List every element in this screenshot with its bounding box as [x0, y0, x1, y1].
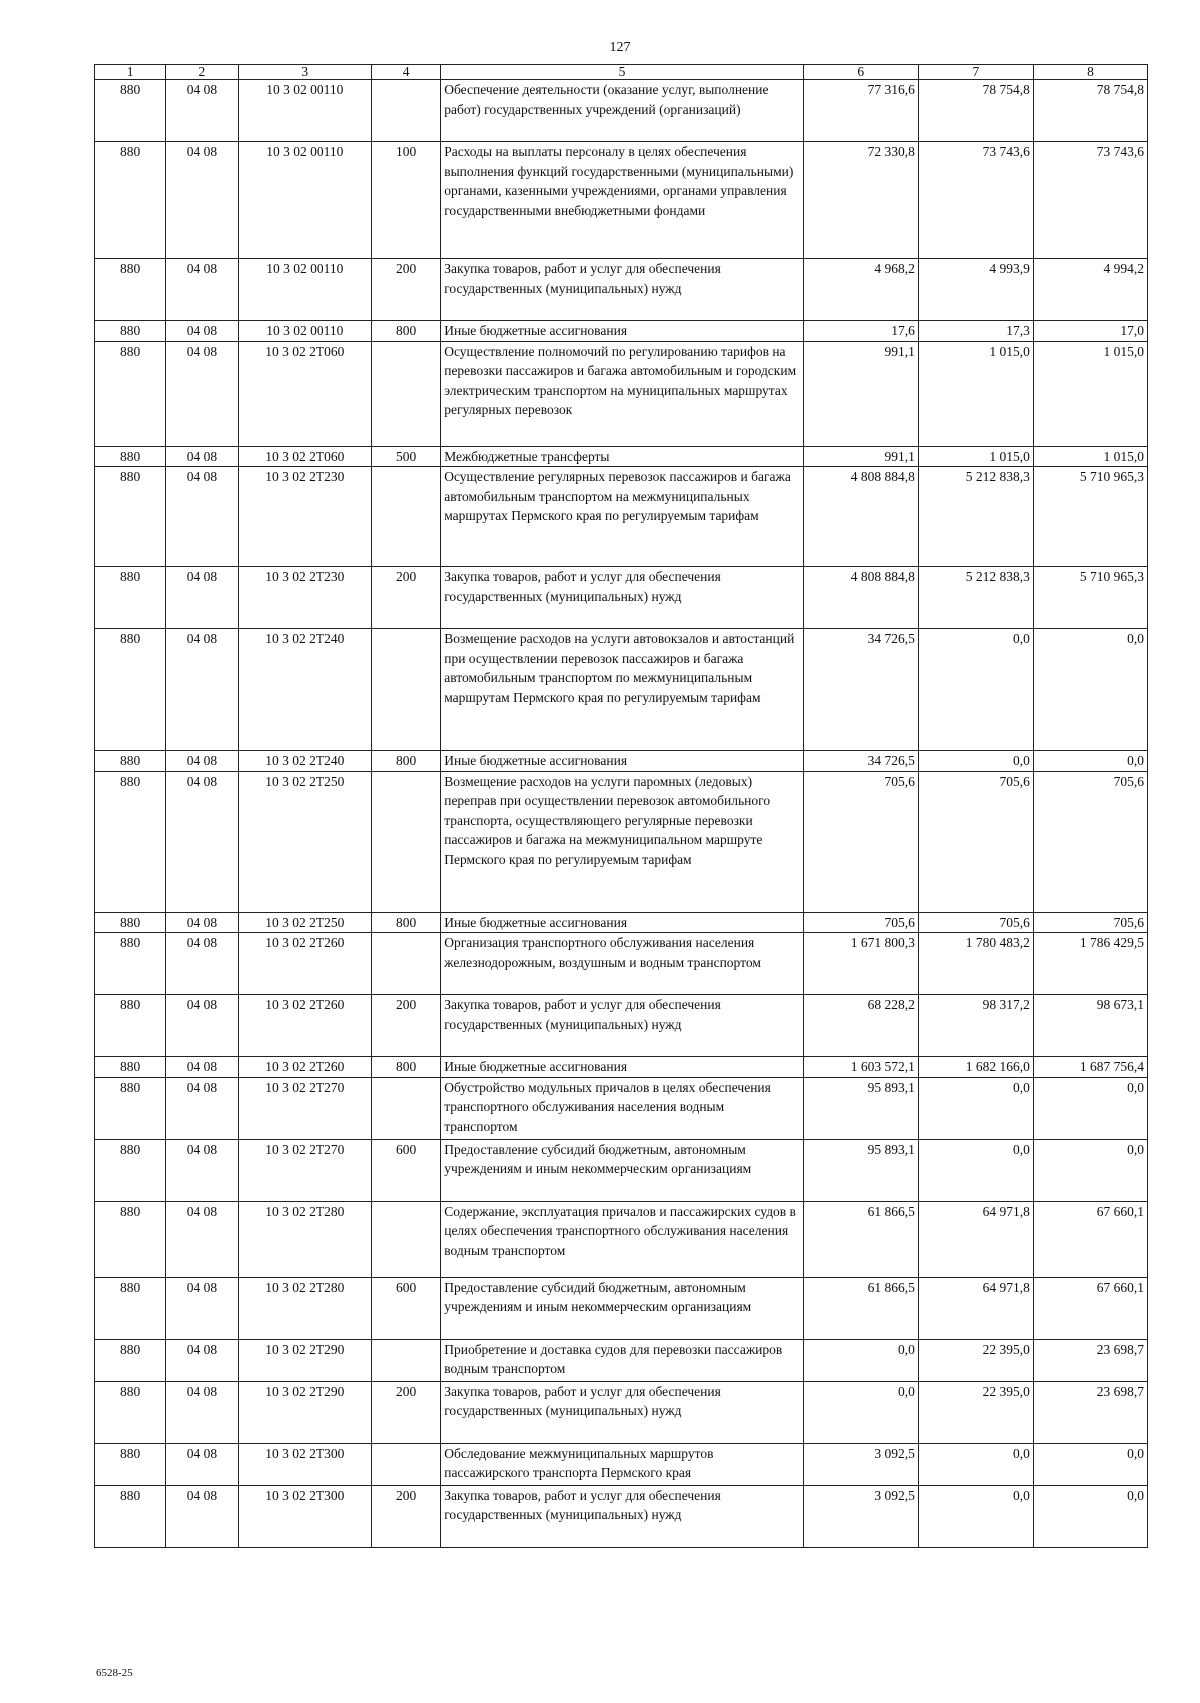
cell-section-code: 04 08 — [166, 467, 238, 567]
cell-description: Возмещение расходов на услуги паромных (ледовых) переправ при осуществлении перевозок автомобильного транспорта, осуществляющего регулярные перевозки пассажиров и багажа на межмуниципальном маршруте Пермского края по регулируемым тарифам — [441, 771, 804, 912]
cell-amount-year2: 0,0 — [918, 1077, 1033, 1139]
cell-amount-year3: 23 698,7 — [1033, 1381, 1147, 1443]
cell-expense-type: 600 — [371, 1139, 440, 1201]
cell-target-article: 10 3 02 2Т240 — [238, 751, 371, 772]
cell-ministry-code: 880 — [95, 1443, 166, 1485]
cell-ministry-code: 880 — [95, 1381, 166, 1443]
cell-description: Обустройство модульных причалов в целях обеспечения транспортного обслуживания населения водным транспортом — [441, 1077, 804, 1139]
cell-amount-year3: 0,0 — [1033, 1077, 1147, 1139]
cell-section-code: 04 08 — [166, 629, 238, 751]
cell-section-code: 04 08 — [166, 1077, 238, 1139]
cell-amount-year2: 5 212 838,3 — [918, 467, 1033, 567]
table-row — [95, 629, 1148, 751]
cell-amount-year3: 17,0 — [1033, 321, 1147, 342]
cell-expense-type: 100 — [371, 142, 440, 259]
cell-description: Иные бюджетные ассигнования — [441, 1057, 804, 1078]
cell-amount-year2: 1 015,0 — [918, 446, 1033, 467]
cell-amount-year3: 98 673,1 — [1033, 995, 1147, 1057]
table-row — [95, 933, 1148, 995]
cell-expense-type: 200 — [371, 567, 440, 629]
cell-ministry-code: 880 — [95, 259, 166, 321]
cell-description: Межбюджетные трансферты — [441, 446, 804, 467]
cell-target-article: 10 3 02 00110 — [238, 321, 371, 342]
cell-target-article: 10 3 02 2Т290 — [238, 1381, 371, 1443]
cell-amount-year1: 705,6 — [803, 912, 918, 933]
cell-amount-year1: 991,1 — [803, 341, 918, 446]
cell-amount-year1: 4 968,2 — [803, 259, 918, 321]
cell-target-article: 10 3 02 2Т060 — [238, 446, 371, 467]
cell-target-article: 10 3 02 2Т290 — [238, 1339, 371, 1381]
cell-amount-year2: 73 743,6 — [918, 142, 1033, 259]
cell-amount-year1: 1 603 572,1 — [803, 1057, 918, 1078]
table-row — [95, 567, 1148, 629]
cell-target-article: 10 3 02 00110 — [238, 80, 371, 142]
cell-ministry-code: 880 — [95, 467, 166, 567]
cell-section-code: 04 08 — [166, 771, 238, 912]
cell-amount-year1: 95 893,1 — [803, 1077, 918, 1139]
cell-amount-year1: 61 866,5 — [803, 1277, 918, 1339]
cell-amount-year1: 0,0 — [803, 1339, 918, 1381]
cell-description: Закупка товаров, работ и услуг для обеспечения государственных (муниципальных) нужд — [441, 567, 804, 629]
cell-expense-type: 600 — [371, 1277, 440, 1339]
column-header: 8 — [1033, 65, 1147, 80]
cell-expense-type — [371, 1339, 440, 1381]
column-header: 1 — [95, 65, 166, 80]
cell-ministry-code: 880 — [95, 567, 166, 629]
cell-amount-year1: 3 092,5 — [803, 1485, 918, 1547]
cell-target-article: 10 3 02 00110 — [238, 259, 371, 321]
cell-amount-year1: 1 671 800,3 — [803, 933, 918, 995]
cell-ministry-code: 880 — [95, 629, 166, 751]
cell-section-code: 04 08 — [166, 1443, 238, 1485]
cell-amount-year2: 0,0 — [918, 1139, 1033, 1201]
cell-section-code: 04 08 — [166, 1139, 238, 1201]
cell-amount-year2: 17,3 — [918, 321, 1033, 342]
cell-amount-year3: 1 015,0 — [1033, 446, 1147, 467]
cell-amount-year1: 4 808 884,8 — [803, 567, 918, 629]
cell-description: Содержание, эксплуатация причалов и пассажирских судов в целях обеспечения транспортного обслуживания населения водным транспортом — [441, 1201, 804, 1277]
column-header: 4 — [371, 65, 440, 80]
cell-section-code: 04 08 — [166, 751, 238, 772]
document-code: 6528-25 — [96, 1667, 133, 1679]
cell-description: Осуществление полномочий по регулированию тарифов на перевозки пассажиров и багажа автомобильным и городским электрическим транспортом на муниципальных маршрутах регулярных перевозок — [441, 341, 804, 446]
cell-section-code: 04 08 — [166, 1339, 238, 1381]
cell-target-article: 10 3 02 2Т300 — [238, 1443, 371, 1485]
table-row — [95, 1339, 1148, 1381]
cell-description: Организация транспортного обслуживания населения железнодорожным, воздушным и водным транспортом — [441, 933, 804, 995]
cell-expense-type — [371, 1201, 440, 1277]
cell-ministry-code: 880 — [95, 446, 166, 467]
cell-amount-year3: 705,6 — [1033, 912, 1147, 933]
cell-section-code: 04 08 — [166, 321, 238, 342]
cell-expense-type: 200 — [371, 1485, 440, 1547]
cell-amount-year3: 67 660,1 — [1033, 1201, 1147, 1277]
cell-amount-year2: 22 395,0 — [918, 1339, 1033, 1381]
cell-ministry-code: 880 — [95, 1277, 166, 1339]
table-row — [95, 321, 1148, 342]
cell-amount-year3: 73 743,6 — [1033, 142, 1147, 259]
cell-amount-year2: 0,0 — [918, 1443, 1033, 1485]
table-row — [95, 142, 1148, 259]
cell-amount-year3: 0,0 — [1033, 629, 1147, 751]
cell-expense-type — [371, 629, 440, 751]
table-header-row — [95, 65, 1148, 80]
column-header: 2 — [166, 65, 238, 80]
cell-ministry-code: 880 — [95, 321, 166, 342]
cell-amount-year1: 34 726,5 — [803, 751, 918, 772]
cell-target-article: 10 3 02 2Т270 — [238, 1077, 371, 1139]
cell-amount-year3: 67 660,1 — [1033, 1277, 1147, 1339]
cell-amount-year1: 3 092,5 — [803, 1443, 918, 1485]
cell-amount-year3: 0,0 — [1033, 1485, 1147, 1547]
cell-expense-type: 800 — [371, 912, 440, 933]
cell-target-article: 10 3 02 2Т280 — [238, 1201, 371, 1277]
cell-amount-year2: 64 971,8 — [918, 1201, 1033, 1277]
cell-amount-year1: 34 726,5 — [803, 629, 918, 751]
cell-expense-type: 800 — [371, 321, 440, 342]
cell-target-article: 10 3 02 2Т060 — [238, 341, 371, 446]
cell-ministry-code: 880 — [95, 1201, 166, 1277]
cell-ministry-code: 880 — [95, 995, 166, 1057]
cell-expense-type: 200 — [371, 1381, 440, 1443]
cell-description: Возмещение расходов на услуги автовокзалов и автостанций при осуществлении перевозок пассажиров и багажа автомобильным транспортом по межмуниципальным маршрутам Пермского края по регулируемым тарифам — [441, 629, 804, 751]
cell-target-article: 10 3 02 2Т230 — [238, 567, 371, 629]
cell-target-article: 10 3 02 2Т280 — [238, 1277, 371, 1339]
cell-target-article: 10 3 02 2Т300 — [238, 1485, 371, 1547]
cell-section-code: 04 08 — [166, 567, 238, 629]
cell-expense-type: 200 — [371, 259, 440, 321]
cell-target-article: 10 3 02 2Т230 — [238, 467, 371, 567]
cell-expense-type — [371, 467, 440, 567]
cell-section-code: 04 08 — [166, 80, 238, 142]
cell-amount-year2: 0,0 — [918, 751, 1033, 772]
cell-amount-year3: 4 994,2 — [1033, 259, 1147, 321]
table-row — [95, 1201, 1148, 1277]
cell-section-code: 04 08 — [166, 1485, 238, 1547]
cell-amount-year1: 991,1 — [803, 446, 918, 467]
page-number: 127 — [609, 40, 631, 55]
cell-amount-year2: 705,6 — [918, 912, 1033, 933]
cell-amount-year2: 4 993,9 — [918, 259, 1033, 321]
cell-amount-year2: 1 780 483,2 — [918, 933, 1033, 995]
cell-expense-type: 200 — [371, 995, 440, 1057]
cell-description: Закупка товаров, работ и услуг для обеспечения государственных (муниципальных) нужд — [441, 259, 804, 321]
cell-ministry-code: 880 — [95, 933, 166, 995]
cell-section-code: 04 08 — [166, 341, 238, 446]
budget-table — [94, 64, 1148, 1548]
cell-target-article: 10 3 02 00110 — [238, 142, 371, 259]
cell-description: Предоставление субсидий бюджетным, автономным учреждениям и иным некоммерческим организациям — [441, 1139, 804, 1201]
cell-ministry-code: 880 — [95, 912, 166, 933]
table-row — [95, 995, 1148, 1057]
cell-target-article: 10 3 02 2Т240 — [238, 629, 371, 751]
cell-target-article: 10 3 02 2Т260 — [238, 1057, 371, 1078]
cell-ministry-code: 880 — [95, 142, 166, 259]
table-row — [95, 1381, 1148, 1443]
cell-section-code: 04 08 — [166, 995, 238, 1057]
table-row — [95, 467, 1148, 567]
cell-ministry-code: 880 — [95, 1077, 166, 1139]
cell-section-code: 04 08 — [166, 259, 238, 321]
cell-target-article: 10 3 02 2Т260 — [238, 995, 371, 1057]
table-row — [95, 259, 1148, 321]
column-header: 5 — [441, 65, 804, 80]
cell-expense-type: 800 — [371, 1057, 440, 1078]
cell-expense-type — [371, 1443, 440, 1485]
cell-description: Расходы на выплаты персоналу в целях обеспечения выполнения функций государственными (муниципальными) органами, казенными учреждениями, органами управления государственными внебюджетными фондами — [441, 142, 804, 259]
cell-amount-year3: 1 786 429,5 — [1033, 933, 1147, 995]
cell-ministry-code: 880 — [95, 341, 166, 446]
cell-target-article: 10 3 02 2Т250 — [238, 771, 371, 912]
cell-amount-year3: 1 687 756,4 — [1033, 1057, 1147, 1078]
cell-target-article: 10 3 02 2Т250 — [238, 912, 371, 933]
cell-amount-year1: 4 808 884,8 — [803, 467, 918, 567]
cell-section-code: 04 08 — [166, 1381, 238, 1443]
cell-amount-year2: 1 682 166,0 — [918, 1057, 1033, 1078]
table-row — [95, 1139, 1148, 1201]
cell-amount-year2: 0,0 — [918, 629, 1033, 751]
table-row — [95, 771, 1148, 912]
cell-description: Иные бюджетные ассигнования — [441, 321, 804, 342]
table-row — [95, 1485, 1148, 1547]
cell-amount-year3: 0,0 — [1033, 751, 1147, 772]
table-row — [95, 912, 1148, 933]
cell-amount-year3: 5 710 965,3 — [1033, 567, 1147, 629]
cell-amount-year2: 5 212 838,3 — [918, 567, 1033, 629]
cell-section-code: 04 08 — [166, 446, 238, 467]
cell-ministry-code: 880 — [95, 1057, 166, 1078]
cell-ministry-code: 880 — [95, 1485, 166, 1547]
cell-expense-type — [371, 80, 440, 142]
cell-description: Иные бюджетные ассигнования — [441, 751, 804, 772]
cell-expense-type — [371, 341, 440, 446]
cell-description: Предоставление субсидий бюджетным, автономным учреждениям и иным некоммерческим организациям — [441, 1277, 804, 1339]
table-body — [95, 80, 1148, 1548]
cell-section-code: 04 08 — [166, 933, 238, 995]
cell-description: Приобретение и доставка судов для перевозки пассажиров водным транспортом — [441, 1339, 804, 1381]
cell-amount-year2: 64 971,8 — [918, 1277, 1033, 1339]
table-row — [95, 1277, 1148, 1339]
cell-amount-year2: 0,0 — [918, 1485, 1033, 1547]
cell-amount-year2: 22 395,0 — [918, 1381, 1033, 1443]
cell-description: Обследование межмуниципальных маршрутов пассажирского транспорта Пермского края — [441, 1443, 804, 1485]
column-header: 3 — [238, 65, 371, 80]
cell-amount-year1: 68 228,2 — [803, 995, 918, 1057]
cell-section-code: 04 08 — [166, 1277, 238, 1339]
cell-amount-year3: 1 015,0 — [1033, 341, 1147, 446]
cell-expense-type — [371, 1077, 440, 1139]
cell-amount-year2: 98 317,2 — [918, 995, 1033, 1057]
table-row — [95, 446, 1148, 467]
cell-expense-type: 800 — [371, 751, 440, 772]
cell-amount-year2: 705,6 — [918, 771, 1033, 912]
cell-amount-year2: 1 015,0 — [918, 341, 1033, 446]
cell-description: Осуществление регулярных перевозок пассажиров и багажа автомобильным транспортом на межмуниципальных маршрутах Пермского края по регулируемым тарифам — [441, 467, 804, 567]
cell-amount-year1: 77 316,6 — [803, 80, 918, 142]
table-row — [95, 1077, 1148, 1139]
cell-amount-year1: 705,6 — [803, 771, 918, 912]
cell-ministry-code: 880 — [95, 1339, 166, 1381]
cell-section-code: 04 08 — [166, 912, 238, 933]
cell-amount-year3: 705,6 — [1033, 771, 1147, 912]
cell-section-code: 04 08 — [166, 1057, 238, 1078]
cell-section-code: 04 08 — [166, 142, 238, 259]
cell-expense-type — [371, 771, 440, 912]
table-row — [95, 751, 1148, 772]
cell-description: Закупка товаров, работ и услуг для обеспечения государственных (муниципальных) нужд — [441, 1381, 804, 1443]
cell-amount-year1: 0,0 — [803, 1381, 918, 1443]
cell-target-article: 10 3 02 2Т270 — [238, 1139, 371, 1201]
cell-section-code: 04 08 — [166, 1201, 238, 1277]
table-row — [95, 80, 1148, 142]
cell-description: Обеспечение деятельности (оказание услуг, выполнение работ) государственных учреждений (организаций) — [441, 80, 804, 142]
cell-amount-year3: 78 754,8 — [1033, 80, 1147, 142]
cell-description: Закупка товаров, работ и услуг для обеспечения государственных (муниципальных) нужд — [441, 1485, 804, 1547]
cell-amount-year1: 72 330,8 — [803, 142, 918, 259]
cell-ministry-code: 880 — [95, 1139, 166, 1201]
cell-description: Закупка товаров, работ и услуг для обеспечения государственных (муниципальных) нужд — [441, 995, 804, 1057]
table-row — [95, 341, 1148, 446]
cell-ministry-code: 880 — [95, 771, 166, 912]
cell-expense-type — [371, 933, 440, 995]
cell-target-article: 10 3 02 2Т260 — [238, 933, 371, 995]
cell-amount-year3: 0,0 — [1033, 1443, 1147, 1485]
cell-ministry-code: 880 — [95, 751, 166, 772]
cell-amount-year3: 5 710 965,3 — [1033, 467, 1147, 567]
cell-amount-year1: 95 893,1 — [803, 1139, 918, 1201]
cell-ministry-code: 880 — [95, 80, 166, 142]
cell-amount-year1: 17,6 — [803, 321, 918, 342]
column-header: 6 — [803, 65, 918, 80]
cell-description: Иные бюджетные ассигнования — [441, 912, 804, 933]
cell-amount-year3: 23 698,7 — [1033, 1339, 1147, 1381]
column-header: 7 — [918, 65, 1033, 80]
cell-expense-type: 500 — [371, 446, 440, 467]
cell-amount-year2: 78 754,8 — [918, 80, 1033, 142]
cell-amount-year3: 0,0 — [1033, 1139, 1147, 1201]
cell-amount-year1: 61 866,5 — [803, 1201, 918, 1277]
table-row — [95, 1443, 1148, 1485]
table-row — [95, 1057, 1148, 1078]
